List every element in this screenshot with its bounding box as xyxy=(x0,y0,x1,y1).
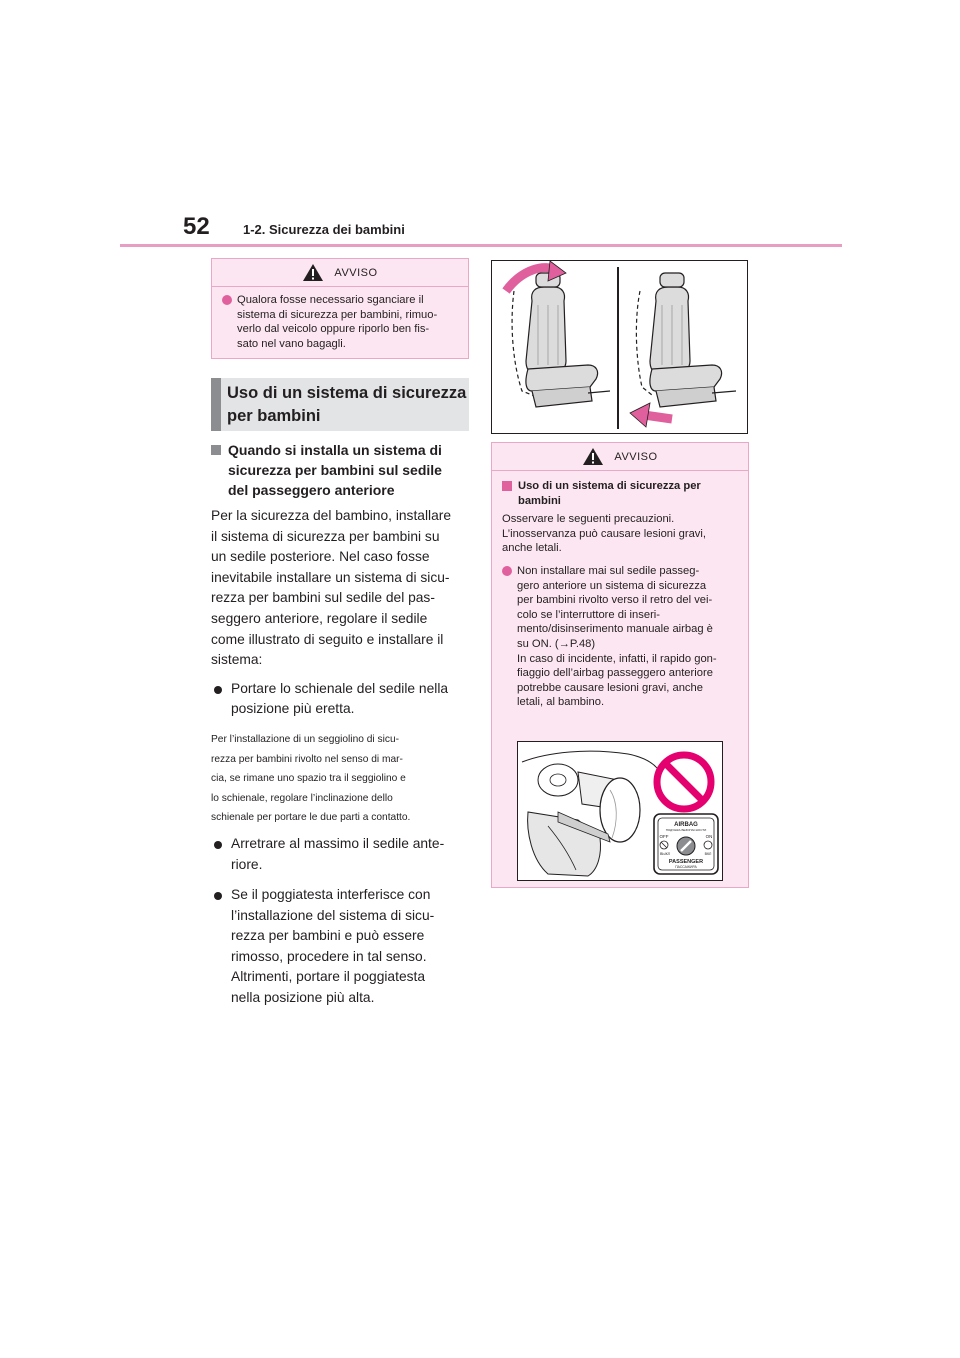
subheading xyxy=(211,440,476,500)
off-label-ru: ВЫКЛ xyxy=(659,852,671,856)
on-label-ru: ВКЛ xyxy=(704,852,712,856)
page-number: 52 xyxy=(183,213,210,240)
bullet-dot xyxy=(502,566,512,576)
warning-subheading-text: Uso di un sistema di sicurezza per bambini xyxy=(518,480,701,507)
warning-intro: Osservare le seguenti precauzioni. L’inosservanza può causare lesioni gravi, anche letali. xyxy=(502,513,706,555)
list-item-text: Se il poggiatesta interferisce con l’installazione del sistema di sicu- rezza per bambini e può essere rimosso, procedere in tal senso. Altrimenti, portare il poggiatesta nella posizione più alta. xyxy=(231,887,435,1006)
warning-item-text: Non installare mai sul sedile passeg- gero anteriore un sistema di sicurezza per bambini rivolto verso il retro del vei- colo se l’interruttore di inseri- mento/disinserimento manuale airbag è su ON. (→P.48) In caso di incidente, infatti, il rapido gon- fiaggio dell’airbag passeggero anteriore potrebbe causare lesioni gravi, anche letali, al bambino. xyxy=(517,564,717,709)
airbag-drawing xyxy=(518,742,722,880)
intro-paragraph: Per la sicurezza del bambino, installare il sistema di sicurezza per bambini su un sedile posteriore. Nel caso fosse inevitabile installare un sistema di sicu- rezza per bambini sul sedile del pas- seggero anteriore, regolare il sedile come illustrato di seguito e installare il sistema: xyxy=(211,508,452,668)
warning-body xyxy=(212,287,468,363)
off-label: OFF xyxy=(659,834,669,839)
list-item-text: Portare lo schienale del sedile nella posizione più eretta. xyxy=(231,680,449,717)
note-paragraph: Per l’installazione di un seggiolino di sicu- rezza per bambini rivolto nel senso di mar- cia, se rimane uno spazio tra il seggiolino e lo schienale, regolare l’inclinazione dello schienale per portare le due parti a contatto. xyxy=(211,733,411,824)
warning-header xyxy=(492,443,748,471)
warning-icon xyxy=(582,447,604,466)
list-item xyxy=(211,679,476,720)
warning-icon xyxy=(302,263,324,282)
on-label: ON xyxy=(705,834,713,839)
warning-item xyxy=(222,293,458,351)
list-item xyxy=(211,885,476,1009)
warning-box-top xyxy=(211,258,469,359)
warning-item xyxy=(502,564,738,710)
list-item xyxy=(211,834,476,875)
seat-illustration xyxy=(491,260,748,434)
warning-header xyxy=(212,259,468,287)
section-title: 1-2. Sicurezza dei bambini xyxy=(243,222,405,237)
seat-adjust-drawing xyxy=(492,261,747,433)
bullet-dot xyxy=(214,892,222,900)
subheading-text: Quando si installa un sistema di sicurezza per bambini sul sedile del passeggero anteriore xyxy=(228,442,442,498)
subheading-marker xyxy=(211,445,221,455)
bullet-dot xyxy=(214,686,222,694)
list-item-text: Arretrare al massimo il sedile ante- riore. xyxy=(231,835,445,872)
warning-title: AVVISO xyxy=(334,266,378,279)
bullet-dot xyxy=(214,841,222,849)
airbag-illustration xyxy=(517,741,723,881)
passenger-label: PASSENGER xyxy=(668,859,704,865)
warning-body xyxy=(492,471,748,722)
main-column xyxy=(211,440,476,1019)
bullet-dot xyxy=(222,295,232,305)
bullet-square xyxy=(502,481,512,491)
header-rule xyxy=(120,244,842,247)
section-heading: Uso di un sistema di sicurezza per bambini xyxy=(227,384,467,425)
passenger-label-ru: ПАССАЖИРА xyxy=(675,865,697,869)
section-heading-box xyxy=(211,378,469,431)
warning-item-text: Qualora fosse necessario sganciare il sistema di sicurezza per bambini, rimuo- verlo dal veicolo oppure riporlo ben fis- sato nel vano bagagli. xyxy=(237,294,438,350)
warning-title: AVVISO xyxy=(614,450,658,463)
warning-subheading xyxy=(502,479,738,508)
airbag-label-ru: ПОДУШКА БЕЗОПАСНОСТИ xyxy=(665,828,707,832)
airbag-label: AIRBAG xyxy=(674,822,698,828)
